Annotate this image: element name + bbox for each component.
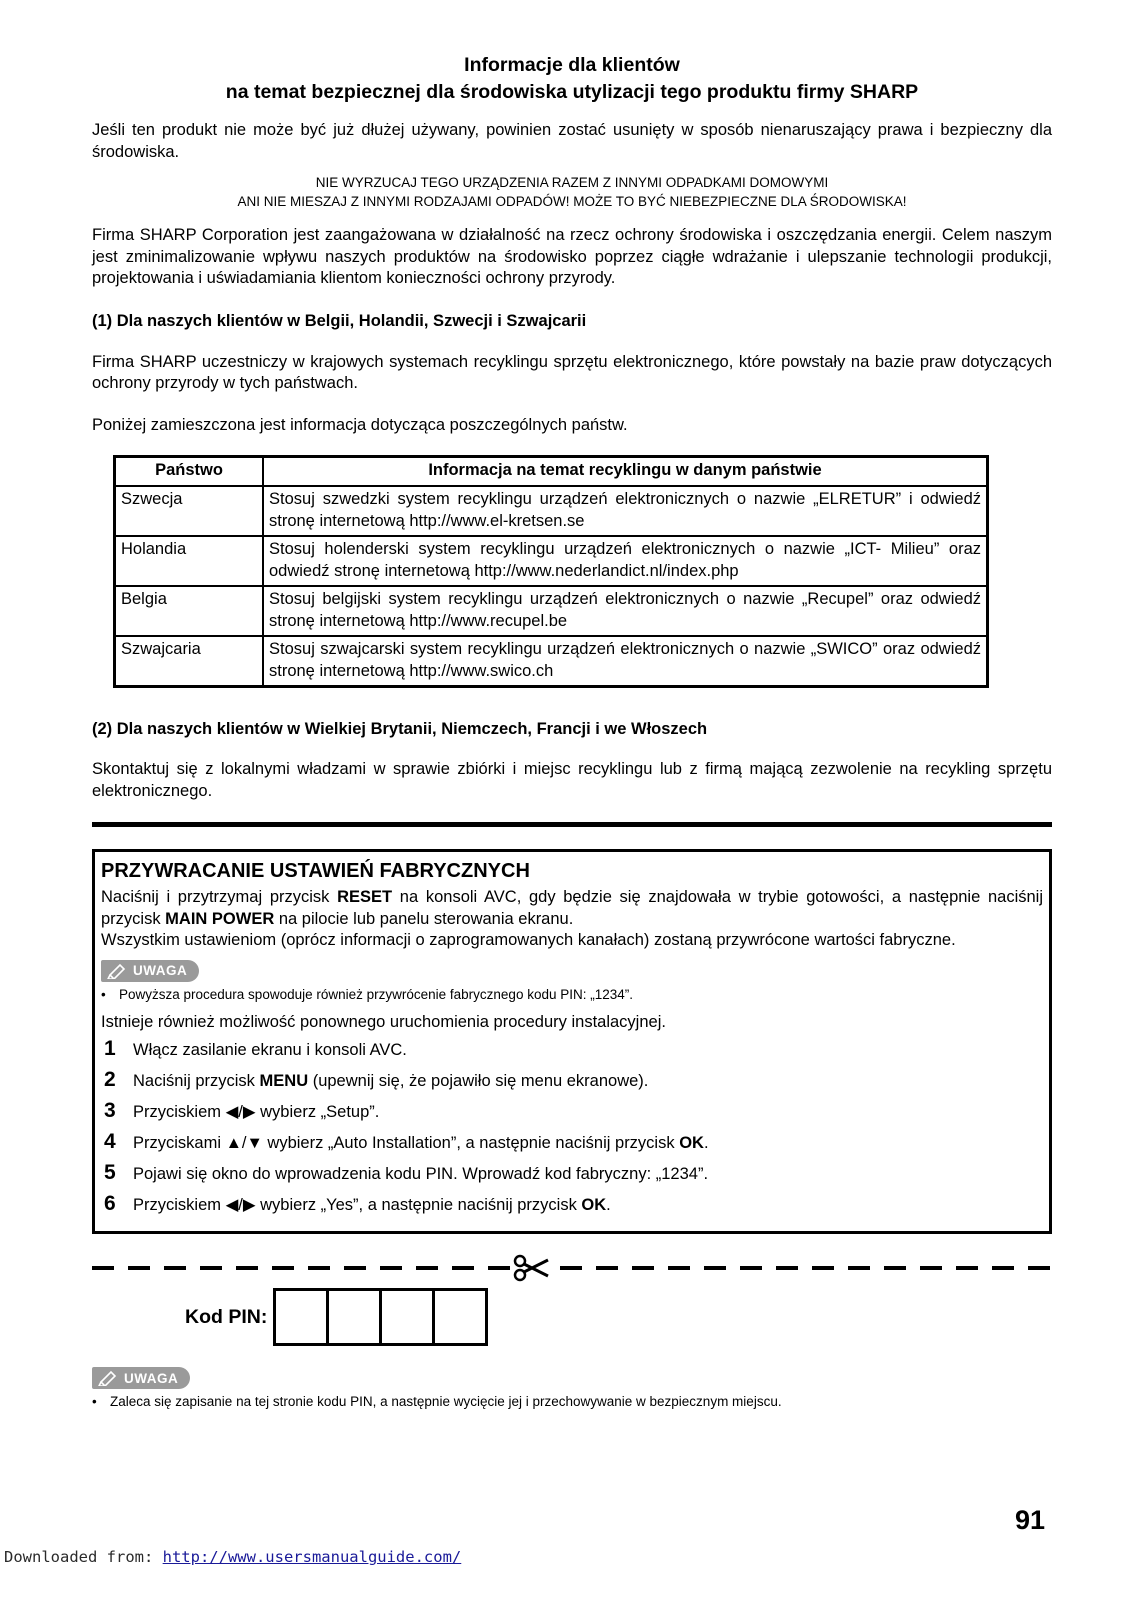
step-item	[101, 1068, 1043, 1099]
step-text	[133, 1195, 611, 1215]
footer-link[interactable]: http://www.usersmanualguide.com/	[162, 1548, 462, 1566]
section-divider	[92, 822, 1052, 827]
note-badge	[101, 960, 199, 982]
table-row	[115, 586, 988, 636]
pin-digit-box	[276, 1291, 329, 1343]
pin-digit-box	[329, 1291, 382, 1343]
info-cell: Stosuj szwajcarski system recyklingu urządzeń elektronicznych o nazwie „SWICO” oraz odwiedź stronę internetową http://www.swico.ch	[263, 636, 988, 687]
step-number: 2	[104, 1068, 116, 1091]
step-text-a: Naciśnij przycisk	[133, 1072, 260, 1090]
bullet-dot: •	[92, 1394, 97, 1409]
installation-steps	[101, 1037, 1043, 1223]
table-row	[115, 486, 988, 536]
step-text-b: (upewnij się, że pojawiło się menu ekranowe).	[308, 1072, 649, 1090]
step-key: MENU	[259, 1072, 309, 1090]
info-cell: Stosuj belgijski system recyklingu urządzeń elektronicznych o nazwie „Recupel” oraz odwiedź stronę internetową http://www.recupel.be	[263, 586, 988, 636]
section2-paragraph: Skontaktuj się z lokalnymi władzami w sprawie zbiórki i miejsc recyklingu lub z firmą mającą zezwolenie na recykling sprzętu elektronicznego.	[92, 760, 1052, 800]
reset-key-label: RESET	[337, 888, 393, 906]
step-number: 1	[104, 1037, 116, 1060]
note-badge-label: UWAGA	[133, 963, 188, 978]
factory-reset-title: PRZYWRACANIE USTAWIEŃ FABRYCZNYCH	[101, 860, 530, 882]
pin-note-badge-wrapper	[92, 1367, 1052, 1391]
step-number: 6	[104, 1192, 116, 1215]
step-text-a: Przyciskami ▲/▼ wybierz „Auto Installation”, a następnie naciśnij przycisk	[133, 1134, 680, 1152]
commitment-paragraph: Firma SHARP Corporation jest zaangażowana w działalność na rzecz ochrony środowiska i oszczędzania energii. Celem naszym jest zminimalizowanie wpływu naszych produktów na środowisko poprzez ciągłe wdrażanie i ulepszanie technologii produkcji, projektowania i uświadamiania klientom konieczności ochrony przyrody.	[92, 226, 1052, 287]
warning-line-2: ANI NIE MIESZAJ Z INNYMI RODZAJAMI ODPADÓW! MOŻE TO BYĆ NIEBEZPIECZNE DLA ŚRODOWISKA!	[237, 194, 907, 209]
pin-note-bullet	[92, 1393, 1052, 1411]
step-text	[133, 1102, 379, 1122]
pencil-note-icon	[98, 1370, 120, 1386]
reset-effect: Wszystkim ustawieniom (oprócz informacji o zaprogramowanych kanałach) zostaną przywrócone wartości fabryczne.	[101, 931, 956, 949]
pin-digit-box	[435, 1291, 485, 1343]
step-text	[133, 1041, 407, 1060]
step-text-a: Włącz zasilanie ekranu i konsoli AVC.	[133, 1041, 407, 1059]
country-cell: Holandia	[115, 536, 264, 586]
scissors-icon	[512, 1254, 552, 1282]
table-row	[115, 636, 988, 687]
download-footer	[4, 1548, 461, 1566]
reset-text-c: na pilocie lub panelu sterowania ekranu.	[274, 909, 574, 928]
step-text	[133, 1165, 708, 1184]
step-text-a: Pojawi się okno do wprowadzenia kodu PIN. Wprowadź kod fabryczny: „1234”.	[133, 1165, 709, 1183]
step-text-b: .	[606, 1196, 611, 1214]
main-power-key-label: MAIN POWER	[165, 909, 275, 928]
bullet-dot: •	[101, 986, 106, 1002]
restart-intro: Istnieje również możliwość ponownego uruchomienia procedury instalacyjnej.	[101, 1012, 666, 1031]
title-line-2: na temat bezpiecznej dla środowiska utylizacji tego produktu firmy SHARP	[225, 81, 919, 103]
country-cell: Belgia	[115, 586, 264, 636]
reset-text-a: Naciśnij i przytrzymaj przycisk	[101, 888, 338, 906]
table-header-row	[115, 457, 988, 487]
recycling-table	[113, 455, 989, 688]
step-number: 5	[104, 1161, 116, 1184]
country-cell: Szwajcaria	[115, 636, 264, 687]
pin-code-label: Kod PIN:	[185, 1305, 268, 1328]
title-line-1: Informacje dla klientów	[464, 54, 680, 76]
note-badge-label: UWAGA	[124, 1370, 179, 1386]
pin-note-text: Zaleca się zapisanie na tej stronie kodu PIN, a następnie wycięcie jej i przechowywanie w bezpiecznym miejscu.	[110, 1394, 782, 1409]
step-text-a: Przyciskiem ◀/▶ wybierz „Yes”, a następnie naciśnij przycisk	[133, 1196, 582, 1214]
note-badge	[92, 1367, 190, 1389]
step-number: 3	[104, 1099, 116, 1122]
pencil-note-icon	[107, 963, 129, 979]
footer-prefix: Downloaded from:	[4, 1548, 163, 1566]
warning-line-1: NIE WYRZUCAJ TEGO URZĄDZENIA RAZEM Z INNYMI ODPADKAMI DOMOWYMI	[315, 175, 829, 190]
country-cell: Szwecja	[115, 486, 264, 536]
page-number: 91	[1014, 1505, 1045, 1535]
step-item	[101, 1130, 1043, 1161]
section1-table-intro: Poniżej zamieszczona jest informacja dotycząca poszczególnych państw.	[92, 415, 628, 434]
column-header-info: Informacja na temat recyklingu w danym państwie	[263, 457, 988, 487]
manual-page	[92, 52, 1052, 1411]
intro-paragraph: Jeśli ten produkt nie może być już dłużej używany, powinien zostać usunięty w sposób nienaruszający prawa i bezpieczny dla środowiska.	[92, 121, 1052, 161]
pin-code-boxes	[273, 1288, 488, 1346]
cut-line	[92, 1258, 1052, 1278]
step-key: OK	[679, 1134, 704, 1152]
column-header-country: Państwo	[115, 457, 264, 487]
note-badge-wrapper	[101, 960, 1043, 984]
step-item	[101, 1099, 1043, 1130]
table-row	[115, 536, 988, 586]
info-cell: Stosuj szwedzki system recyklingu urządzeń elektronicznych o nazwie „ELRETUR” i odwiedź stronę internetową http://www.el-kretsen.se	[263, 486, 988, 536]
step-text	[133, 1072, 648, 1091]
note-bullet	[101, 986, 1043, 1004]
info-cell: Stosuj holenderski system recyklingu urządzeń elektronicznych o nazwie „ICT- Milieu” oraz odwiedź stronę internetową http://www.nederlandict.nl/index.php	[263, 536, 988, 586]
section1-heading: (1) Dla naszych klientów w Belgii, Holandii, Szwecji i Szwajcarii	[92, 311, 587, 330]
reset-instruction	[101, 887, 1043, 930]
step-text-b: .	[703, 1134, 709, 1152]
section1-paragraph: Firma SHARP uczestniczy w krajowych systemach recyklingu sprzętu elektronicznego, które powstały na bazie praw dotyczących ochrony przyrody w tych państwach.	[92, 352, 1052, 392]
reset-text-b: na konsoli AVC, gdy będzie się znajdowała w trybie gotowości, a następnie naciśnij przycisk	[101, 888, 1043, 928]
step-item	[101, 1161, 1043, 1192]
pin-digit-box	[382, 1291, 435, 1343]
dashed-cut-line	[92, 1266, 1052, 1270]
pin-code-row	[185, 1288, 1052, 1346]
step-text-a: Przyciskiem ◀/▶ wybierz „Setup”.	[133, 1103, 380, 1121]
step-key: OK	[581, 1196, 607, 1214]
step-item	[101, 1192, 1043, 1223]
step-number: 4	[104, 1130, 116, 1153]
note-bullet-text: Powyższa procedura spowoduje również przywrócenie fabrycznego kodu PIN: „1234”.	[119, 986, 634, 1002]
section2-heading: (2) Dla naszych klientów w Wielkiej Brytanii, Niemczech, Francji i we Włoszech	[92, 720, 708, 738]
disposal-warning	[92, 173, 1052, 211]
step-text	[133, 1134, 709, 1153]
page-title	[92, 52, 1052, 106]
factory-reset-box	[92, 849, 1052, 1234]
step-item	[101, 1037, 1043, 1068]
